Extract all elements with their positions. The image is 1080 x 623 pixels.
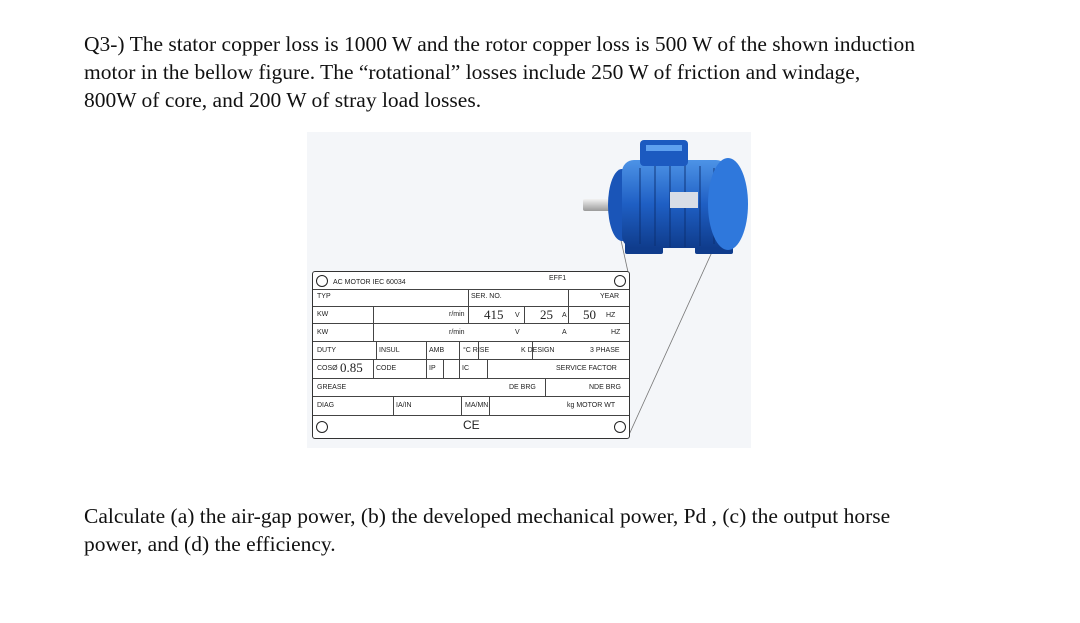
plate-hz-2: HZ xyxy=(611,329,621,336)
question-line-1: Q3-) The stator copper loss is 1000 W and the rotor copper loss is 500 W of the shown induction xyxy=(84,32,916,56)
plate-typ: TYP xyxy=(317,293,331,300)
plate-design: K DESIGN xyxy=(521,347,555,354)
plate-frequency-value: 50 xyxy=(583,307,596,322)
plate-phase: 3 PHASE xyxy=(590,347,620,354)
callout-line xyxy=(628,252,712,437)
plate-ic: IC xyxy=(462,365,469,372)
plate-ia-in: IA/IN xyxy=(396,402,412,409)
plate-grease: GREASE xyxy=(317,384,347,391)
plate-rpm-1: r/min xyxy=(449,311,465,318)
plate-motor-wt: kg MOTOR WT xyxy=(567,402,616,409)
rivet-bottom-left xyxy=(316,421,328,433)
motor-small-plate xyxy=(670,192,698,208)
plate-diag: DIAG xyxy=(317,402,335,409)
plate-ser-no: SER. NO. xyxy=(471,293,502,300)
tasks-line-1: Calculate (a) the air-gap power, (b) the developed mechanical power, Pd , (c) the output horse xyxy=(84,504,891,528)
rivet-top-left xyxy=(316,275,328,287)
ce-mark: CE xyxy=(463,418,480,432)
plate-amb: AMB xyxy=(429,347,445,354)
plate-duty: DUTY xyxy=(317,347,337,354)
plate-insul: INSUL xyxy=(379,347,400,354)
question-line-2: motor in the bellow figure. The “rotational” losses include 250 W of friction and windage, xyxy=(84,60,861,84)
plate-rise: °C RISE xyxy=(463,347,490,354)
plate-eff: EFF1 xyxy=(549,275,567,282)
tasks-line-2: power, and (d) the efficiency. xyxy=(84,532,336,556)
plate-ma-mn: MA/MN xyxy=(465,402,489,409)
plate-v-1: V xyxy=(515,312,520,319)
plate-a-2: A xyxy=(562,329,567,336)
plate-kw-2: KW xyxy=(317,329,329,336)
plate-cos-value: 0.85 xyxy=(340,360,363,375)
plate-service-factor: SERVICE FACTOR xyxy=(556,365,617,372)
nameplate xyxy=(312,271,630,439)
motor-terminal-box xyxy=(640,140,688,166)
plate-voltage-value: 415 xyxy=(484,307,504,322)
plate-nde-brg: NDE BRG xyxy=(589,384,621,391)
motor-fan-cover xyxy=(708,158,748,250)
plate-hz-1: HZ xyxy=(606,312,616,319)
plate-ip: IP xyxy=(429,365,436,372)
plate-cos-label: COSØ xyxy=(317,365,338,372)
rivet-bottom-right xyxy=(614,421,626,433)
plate-header: AC MOTOR IEC 60034 xyxy=(333,279,406,286)
tasks-text xyxy=(84,502,984,558)
plate-kw-1: KW xyxy=(317,311,329,318)
plate-v-2: V xyxy=(515,329,520,336)
plate-de-brg: DE BRG xyxy=(509,384,536,391)
plate-year: YEAR xyxy=(600,293,620,300)
rivet-top-right xyxy=(614,275,626,287)
plate-code: CODE xyxy=(376,365,397,372)
plate-current-value: 25 xyxy=(540,307,553,322)
question-line-3: 800W of core, and 200 W of stray load losses. xyxy=(84,88,482,112)
plate-a-1: A xyxy=(562,312,567,319)
plate-rpm-2: r/min xyxy=(449,329,465,336)
